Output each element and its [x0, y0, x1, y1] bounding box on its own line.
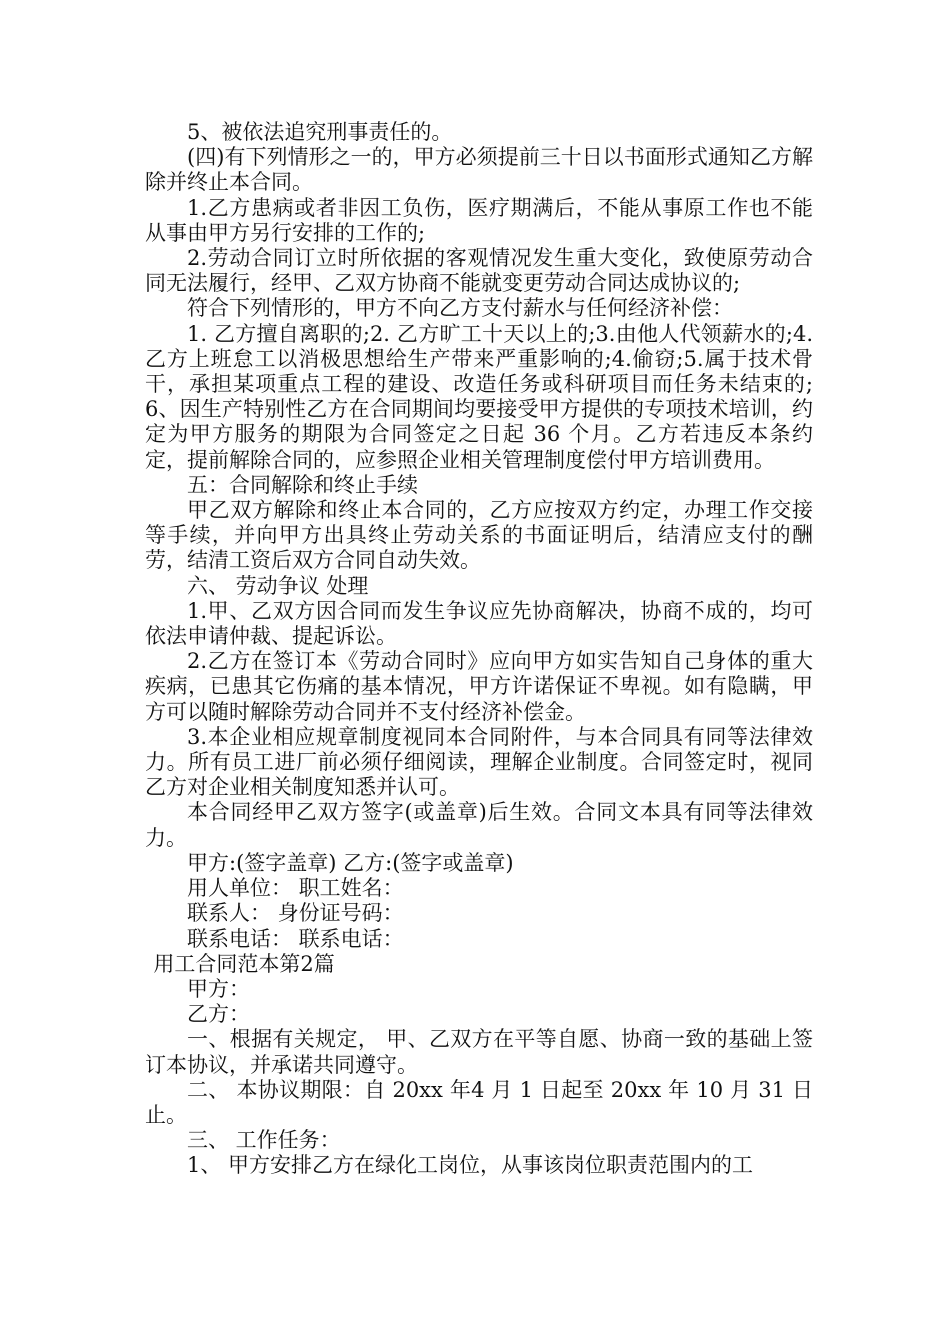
signature-line: 联系电话： 联系电话：: [187, 926, 404, 951]
paragraph: 1.乙方患病或者非因工负伤，医疗期满后，不能从事原工作也不能从事由甲方另行安排的工作的;: [145, 195, 813, 245]
party-line: 乙方：: [187, 1002, 250, 1027]
paragraph: 本合同经甲乙双方签字(或盖章)后生效。合同文本具有同等法律效力。: [145, 800, 813, 850]
paragraph: 2.劳动合同订立时所依据的客观情况发生重大变化，致使原劳动合同无法履行，经甲、乙双方协商不能就变更劳动合同达成协议的;: [145, 246, 813, 296]
paragraph: 2.乙方在签订本《劳动合同时》应向甲方如实告知自己身体的重大疾病，已患其它伤痛的基本情况，甲方许诺保证不卑视。如有隐瞒，甲方可以随时解除劳动合同并不支付经济补偿金。: [145, 649, 813, 724]
paragraph: 二、 本协议期限：自 20xx 年4 月 1 日起至 20xx 年 10 月 31 日止。: [145, 1077, 813, 1127]
section-heading: 三、 工作任务：: [187, 1128, 341, 1153]
party-line: 甲方：: [187, 976, 250, 1001]
paragraph: 1. 乙方擅自离职的;2. 乙方旷工十天以上的;3.由他人代领薪水的;4.乙方上班怠工以消极思想给生产带来严重影响的;4.偷窃;5.属于技术骨干，承担某项重点工程的建设、改造任务或科研项目而任务未结束的;6、因生产特别性乙方在合同期间均要接受甲方提供的专项技术培训，约定为甲方服务的期限为合同签定之日起 36 个月。乙方若违反本条约定，提前解除合同的，应参照企业相关管理制度偿付甲方培训费用。: [145, 321, 813, 472]
paragraph: 一、根据有关规定， 甲、乙双方在平等自愿、协商一致的基础上签订本协议，并承诺共同遵守。: [145, 1027, 813, 1077]
paragraph: 甲乙双方解除和终止本合同的，乙方应按双方约定，办理工作交接等手续，并向甲方出具终止劳动关系的书面证明后，结清应支付的酬劳，结清工资后双方合同自动失效。: [145, 498, 813, 573]
signature-line: 联系人： 身份证号码：: [187, 901, 404, 926]
paragraph: 5、被依法追究刑事责任的。: [187, 120, 453, 144]
document-title: 用工合同范本第2篇: [153, 951, 335, 976]
section-heading: (四)有下列情形之一的，甲方必须提前三十日以书面形式通知乙方解除并终止本合同。: [145, 145, 813, 195]
paragraph: 3.本企业相应规章制度视同本合同附件，与本合同具有同等法律效力。所有员工进厂前必须仔细阅读，理解企业制度。合同签定时，视同乙方对企业相关制度知悉并认可。: [145, 724, 813, 800]
section-heading: 五：合同解除和终止手续: [187, 472, 418, 497]
signature-line: 用人单位： 职工姓名：: [187, 876, 404, 901]
paragraph: 1、 甲方安排乙方在绿化工岗位，从事该岗位职责范围内的工: [187, 1153, 754, 1178]
signature-line: 甲方:(签字盖章) 乙方:(签字或盖章): [187, 850, 514, 875]
paragraph: 1.甲、乙双方因合同而发生争议应先协商解决，协商不成的，均可依法申请仲裁、提起诉讼。: [145, 598, 813, 649]
document-body: [145, 120, 813, 1179]
paragraph: 符合下列情形的，甲方不向乙方支付薪水与任何经济补偿：: [187, 296, 733, 321]
section-heading: 六、 劳动争议 处理: [187, 573, 369, 598]
